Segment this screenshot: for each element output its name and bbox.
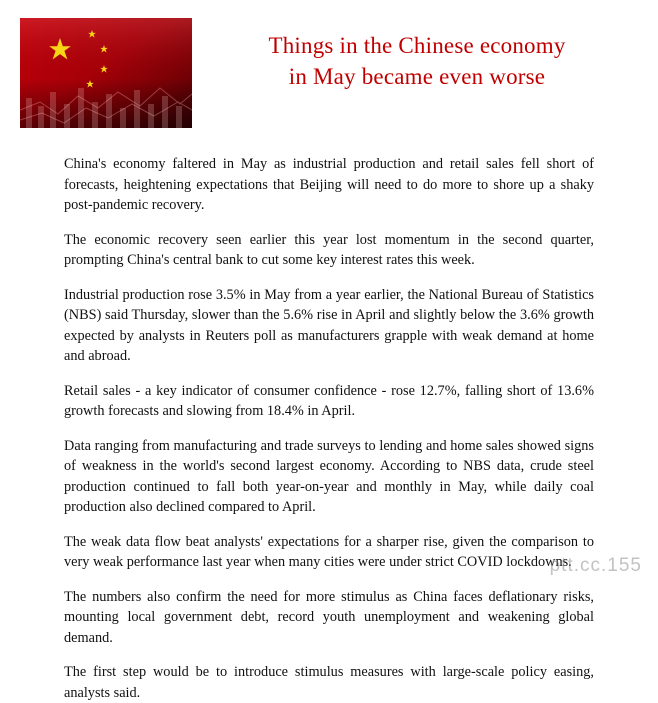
china-flag-image [20, 18, 192, 128]
watermark: ptt.cc.155 [549, 555, 642, 576]
page-title-line-2: in May became even worse [288, 64, 546, 89]
article-paragraph: Industrial production rose 3.5% in May from a year earlier, the National Bureau of Statistics (NBS) said Thursday, slower than the 5.6% rise in April and slightly below the 3.6% growth expected by analysts in Reuters poll as manufacturers grapple with weak demand at home and abroad. [64, 286, 594, 364]
flag-of-china-icon [20, 18, 192, 128]
article-paragraph: Data ranging from manufacturing and trade surveys to lending and home sales showed signs of weakness in the world's second largest economy. According to NBS data, crude steel production continued to fall both year-on-year and monthly in May, while daily coal production also declined compared to April. [64, 437, 594, 515]
article-paragraph: The economic recovery seen earlier this year lost momentum in the second quarter, prompting China's central bank to cut some key interest rates this week. [64, 231, 594, 268]
article-paragraph: The numbers also confirm the need for more stimulus as China faces deflationary risks, mounting local government debt, record youth unemployment and weakening global demand. [64, 588, 594, 646]
page-title-line-1: Things in the Chinese economy [268, 33, 566, 58]
article-paragraph: China's economy faltered in May as industrial production and retail sales fell short of forecasts, heightening expectations that Beijing will need to do more to shore up a shaky post-pandemic recovery. [64, 156, 594, 213]
page-title [192, 18, 638, 92]
article-body [0, 128, 658, 703]
article-paragraph: The weak data flow beat analysts' expectations for a sharper rise, given the comparison to very weak performance last year when many cities were under strict COVID lockdowns. [64, 533, 594, 570]
article-paragraph: The first step would be to introduce stimulus measures with large-scale policy easing, analysts said. [64, 664, 594, 701]
article-paragraph: Retail sales - a key indicator of consumer confidence - rose 12.7%, falling short of 13.6% growth forecasts and slowing from 18.4% in April. [64, 382, 594, 419]
document-header [0, 0, 658, 128]
